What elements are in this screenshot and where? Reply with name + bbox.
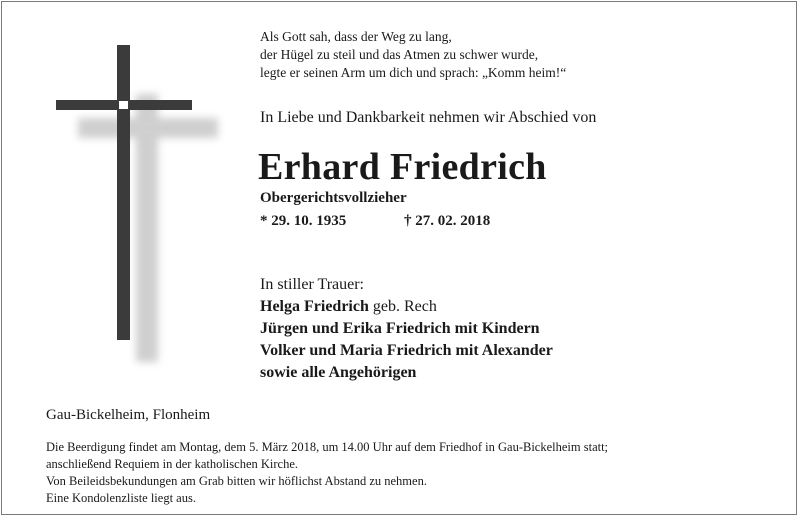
- place-names: Gau-Bickelheim, Flonheim: [46, 407, 211, 423]
- poem-line: legte er seinen Arm um dich und sprach: „Komm heim!“: [260, 65, 567, 80]
- notice-line: Die Beerdigung findet am Montag, dem 5. März 2018, um 14.00 Uhr auf dem Friedhof in Gau-Bickelheim statt;: [46, 440, 609, 454]
- mourner-line: sowie alle Angehörigen: [260, 364, 417, 381]
- notice-line: Von Beileidsbekundungen am Grab bitten wir höflichst Abstand zu nehmen.: [46, 474, 427, 488]
- notice-line: Eine Kondolenzliste liegt aus.: [46, 491, 196, 505]
- mourners-block: [260, 274, 553, 384]
- poem: [260, 28, 566, 82]
- deceased-title: Obergerichtsvollzieher: [260, 190, 407, 206]
- poem-line: der Hügel zu steil und das Atmen zu schwer wurde,: [260, 47, 539, 62]
- cross-icon: [2, 2, 242, 382]
- farewell-intro: In Liebe und Dankbarkeit nehmen wir Abschied von: [260, 109, 597, 126]
- cross-vertical-beam: [117, 45, 130, 340]
- death-date: † 27. 02. 2018: [404, 213, 491, 229]
- mourner-maiden-name: geb. Rech: [368, 298, 437, 315]
- birth-date: * 29. 10. 1935: [260, 213, 347, 229]
- mourner-line: Volker und Maria Friedrich mit Alexander: [260, 342, 553, 359]
- obituary-frame: [1, 1, 797, 515]
- mourner-line: Jürgen und Erika Friedrich mit Kindern: [260, 320, 540, 337]
- mourners-heading: In stiller Trauer:: [260, 276, 364, 293]
- funeral-notice: [46, 439, 608, 507]
- poem-line: Als Gott sah, dass der Weg zu lang,: [260, 29, 452, 44]
- cross-shadow-horizontal: [78, 118, 218, 138]
- deceased-name: Erhard Friedrich: [258, 146, 547, 188]
- mourner-line-first: [260, 296, 553, 318]
- notice-line: anschließend Requiem in der katholischen Kirche.: [46, 457, 299, 471]
- mourner-name: Helga Friedrich: [260, 298, 369, 315]
- cross-center-highlight: [119, 101, 128, 109]
